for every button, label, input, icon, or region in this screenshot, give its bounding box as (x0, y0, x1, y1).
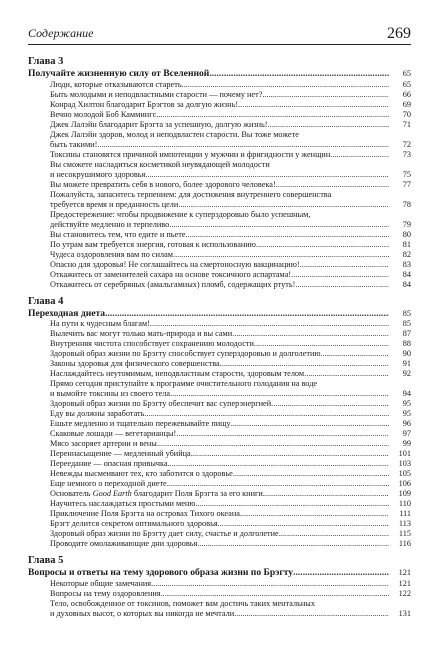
toc-entry-text: Переедание — опасная привычка (50, 459, 168, 468)
toc-entry-text: Вы можете превратить себя в нового, более здорового человека! (50, 179, 276, 189)
dot-leader (262, 90, 389, 100)
toc-page-number: 79 (402, 219, 411, 229)
dot-leader (173, 250, 389, 260)
toc-entry-text: Приключение Поля Брэгта на островах Тихого океана (50, 509, 240, 518)
toc-entry-text: Вечно молодой Боб Каммингс (50, 109, 157, 119)
dot-leader (300, 260, 389, 270)
toc-entry-text: Наслаждайтесь неутомимым, неподвластным старости, здоровым телом (50, 369, 305, 378)
toc-page-number: 92 (402, 369, 411, 378)
dot-leader (191, 449, 389, 459)
toc-page-number: 121 (398, 578, 411, 588)
toc-entry[interactable] (28, 369, 411, 379)
chapter-label: Глава 3 (28, 56, 64, 67)
dot-leader (263, 489, 389, 499)
dot-leader (234, 609, 389, 619)
dot-leader (233, 469, 389, 479)
toc-entry[interactable] (28, 319, 411, 329)
dot-leader (279, 529, 389, 539)
toc-entry[interactable] (28, 449, 411, 459)
toc-page-number: 78 (402, 199, 411, 209)
toc-entry-text: требуется время и преданность цели (50, 199, 179, 209)
toc-entry[interactable] (28, 329, 411, 339)
toc-page-number: 109 (398, 489, 411, 498)
dot-leader (218, 519, 389, 529)
toc-entry-text: и духовных высот, о которых вы никогда не мечтали (50, 608, 235, 618)
toc-page-number: 121 (398, 568, 411, 577)
running-header (28, 18, 411, 45)
dot-leader (197, 539, 389, 549)
toc-entry[interactable] (28, 509, 411, 519)
toc-entry-text: По утрам вам требуется энергия, готовая к использованию (50, 239, 256, 249)
toc-entry[interactable] (28, 160, 411, 180)
toc-entry-text: Быть молодыми и неподвластными старости — почему нет? (50, 89, 263, 99)
toc-section-heading[interactable] (28, 308, 411, 320)
toc-entry-text: Мясо засоряет артерии и вены (50, 439, 157, 448)
dot-leader (176, 429, 389, 439)
toc-entry[interactable] (28, 260, 411, 270)
toc-entry-text: Здоровый образ жизни по Брэгту обеспечит вас суперэнергией (50, 399, 272, 408)
toc-entry[interactable] (28, 120, 411, 130)
toc-entry[interactable] (28, 90, 411, 100)
toc-entry[interactable] (28, 579, 411, 589)
toc-entry-text: Откажитесь от серебряных (амальгамных) пломб, содержащих ртуть! (50, 279, 296, 289)
toc-entry-text: Еду вы должны заработать (50, 409, 145, 418)
chapter-block (28, 56, 411, 290)
toc-page-number: 116 (398, 539, 411, 548)
toc-entry[interactable] (28, 110, 411, 120)
dot-leader (276, 180, 389, 190)
toc-entry[interactable] (28, 459, 411, 469)
toc-entry[interactable] (28, 489, 411, 499)
toc-page-number: 70 (402, 109, 411, 119)
toc-entry-text: Законы здоровья для физического совершенства (50, 359, 220, 368)
toc-entry[interactable] (28, 130, 411, 150)
toc-entry[interactable] (28, 429, 411, 439)
toc-entry[interactable] (28, 519, 411, 529)
toc-entry[interactable] (28, 230, 411, 240)
toc-entry-text: Пожалуйста, запаситесь терпением: для достижения внутреннего совершенства (50, 189, 332, 199)
toc-entry-text: действуйте медленно и терпеливо (50, 219, 170, 229)
toc-page-number: 84 (402, 269, 411, 279)
toc-page-number: 105 (398, 469, 411, 478)
toc-page-number: 131 (398, 608, 411, 618)
toc-entry-text: и несокрушимого здоровья (50, 169, 146, 179)
toc-page-number: 65 (402, 69, 411, 78)
dot-leader (293, 567, 389, 579)
dot-leader (150, 319, 389, 329)
dot-leader (170, 389, 389, 399)
toc-entry-text: Тело, освобожденное от токсинов, поможет вам достичь таких ментальных (50, 598, 315, 608)
toc-page-number: 66 (402, 89, 411, 99)
toc-page-number: 77 (402, 179, 411, 189)
toc-entry-text: Некоторые общие замечания (50, 578, 152, 588)
toc-page-number: 84 (402, 279, 411, 289)
toc-page-number: 73 (402, 149, 411, 159)
toc-entry-text: Здоровый образ жизни по Брэгту способствует суперздоровью и долголетию (50, 349, 321, 358)
chapter-block (28, 555, 411, 619)
toc-entry[interactable] (28, 469, 411, 479)
toc-entry-text: Прямо сегодня приступайте к программе очистительного голодания на воде (50, 379, 318, 388)
dot-leader (105, 308, 389, 320)
chapter-block (28, 296, 411, 550)
dot-leader (167, 479, 389, 489)
toc-entry-text: Вы сможете насладиться косметикой неувядающей молодости (50, 159, 270, 169)
dot-leader (182, 80, 389, 90)
dot-leader (168, 459, 389, 469)
toc-entry[interactable] (28, 479, 411, 489)
toc-page-number: 111 (399, 509, 411, 518)
toc-entry[interactable] (28, 529, 411, 539)
toc-page-number: 85 (402, 319, 411, 328)
toc-entry[interactable] (28, 419, 411, 429)
toc-entry-text: Научитесь наслаждаться простыми меню (50, 499, 196, 508)
toc-entry-text: Переходная диета (28, 307, 106, 319)
toc-entry-text: Откажитесь от заменителей сахара на основе токсичного аспартама! (50, 269, 292, 279)
toc-entry[interactable] (28, 150, 411, 160)
dot-leader (185, 230, 389, 240)
toc-entry-text: Предостережение: чтобы продвижение к суперздоровью было успешным, (50, 209, 311, 219)
toc-entry-text: Брэгт делится секретом оптимального здоровья (50, 519, 218, 528)
toc-entry-text: Переннасыщение — медленный убийца (50, 449, 191, 458)
toc-entry[interactable] (28, 379, 411, 399)
dot-leader (254, 339, 389, 349)
dot-leader (238, 100, 389, 110)
dot-leader (295, 280, 389, 290)
toc-page-number: 87 (402, 329, 411, 338)
toc-page-number: 122 (398, 588, 411, 598)
toc-entry-text: Здоровый образ жизни по Брэгту дает силу, счастье и долголетие (50, 529, 279, 538)
toc-entry-text: Получайте жизненную силу от Вселенной (28, 68, 210, 79)
toc-entry[interactable] (28, 100, 411, 110)
toc-entry[interactable] (28, 180, 411, 190)
toc-entry-text: Еще немного о переходной диете (50, 479, 167, 488)
table-of-contents (28, 56, 411, 619)
toc-page-number: 97 (402, 429, 411, 438)
running-header-title: Содержание (28, 26, 94, 40)
toc-section-heading[interactable] (28, 68, 411, 80)
dot-leader (145, 170, 389, 180)
toc-entry-text: Конрад Хилтон благодарит Брэгтов за долгую жизнь! (50, 99, 239, 109)
toc-entry[interactable] (28, 499, 411, 509)
page-number: 269 (387, 25, 411, 42)
dot-leader (321, 349, 389, 359)
toc-entry[interactable] (28, 539, 411, 549)
dot-leader (144, 409, 389, 419)
toc-page-number: 75 (402, 169, 411, 179)
dot-leader (151, 579, 389, 589)
dot-leader (271, 399, 389, 409)
chapter-label: Глава 4 (28, 295, 64, 307)
toc-entry-text: Внутренняя чистота способствует сохранению молодости (50, 339, 254, 348)
dot-leader (330, 150, 389, 160)
dot-leader (156, 110, 389, 120)
toc-page-number: 94 (402, 389, 411, 398)
toc-entry[interactable] (28, 339, 411, 349)
chapter-label: Глава 5 (28, 555, 64, 566)
toc-page-number: 90 (402, 349, 411, 358)
dot-leader (231, 419, 389, 429)
toc-entry-text: Вопросы на тему оздоровления (50, 588, 161, 598)
dot-leader (178, 200, 389, 210)
toc-page-number: 69 (402, 99, 411, 109)
toc-entry[interactable] (28, 250, 411, 260)
toc-entry-text: и вымойте токсины из своего тела (50, 389, 171, 398)
dot-leader (304, 369, 389, 379)
toc-entry-text: Вы становитесь тем, что едите и пьете (50, 229, 186, 239)
toc-entry-text: быть такими! (50, 139, 98, 149)
toc-page-number: 96 (402, 419, 411, 428)
toc-entry[interactable] (28, 210, 411, 230)
toc-page-number: 83 (402, 259, 411, 269)
dot-leader (157, 439, 389, 449)
dot-leader (161, 589, 389, 599)
toc-entry[interactable] (28, 399, 411, 409)
dot-leader (256, 240, 389, 250)
toc-page-number: 115 (398, 529, 411, 538)
toc-entry-text: Джек Лалэйн здоров, молод и неподвластен старости. Вы тоже можете (50, 129, 299, 139)
dot-leader (268, 120, 389, 130)
toc-page-number: 81 (402, 239, 411, 249)
toc-section-heading[interactable] (28, 567, 411, 579)
toc-page-number: 106 (398, 479, 411, 488)
dot-leader (232, 329, 389, 339)
toc-page-number: 65 (402, 79, 411, 89)
dot-leader (240, 509, 389, 519)
toc-entry[interactable] (28, 409, 411, 419)
toc-entry-text: Опасно для здоровья! Не соглашайтесь на смертоносную вакцинацию! (50, 259, 300, 269)
toc-page-number: 95 (402, 399, 411, 408)
toc-page-number: 113 (398, 519, 411, 528)
toc-page-number: 91 (402, 359, 411, 368)
toc-page-number: 99 (402, 439, 411, 448)
toc-page-number: 72 (402, 139, 411, 149)
toc-entry[interactable] (28, 599, 411, 619)
toc-entry[interactable] (28, 589, 411, 599)
toc-page-number: 71 (402, 119, 411, 129)
toc-entry-text: Невежды высмеивают тех, кто заботится о здоровье (50, 469, 233, 478)
toc-entry[interactable] (28, 349, 411, 359)
toc-page-number: 82 (402, 249, 411, 259)
toc-entry-text: Скаковые лошади — вегетарианцы! (50, 429, 177, 438)
dot-leader (97, 140, 389, 150)
toc-page-number: 85 (402, 308, 411, 318)
toc-page-number: 110 (398, 499, 411, 508)
toc-page-number: 88 (402, 339, 411, 348)
toc-entry-text: Проводите омолаживающие дни здоровья (50, 539, 198, 548)
toc-entry-text: На пути к чудесным благам! (50, 319, 150, 328)
toc-entry-text: Токсины становятся причиной импотенции у мужчин и фригидности у женщин (50, 149, 331, 159)
toc-page-number: 95 (402, 409, 411, 418)
toc-entry[interactable] (28, 439, 411, 449)
toc-entry[interactable] (28, 240, 411, 250)
toc-entry[interactable] (28, 280, 411, 290)
toc-entry-text: Вылечить вас могут только мать-природа и вы сами (50, 329, 233, 338)
dot-leader (195, 499, 389, 509)
dot-leader (291, 270, 389, 280)
toc-entry-text: Чудеса оздоровления вам по силам (50, 249, 173, 259)
dot-leader (220, 359, 389, 369)
dot-leader (209, 68, 389, 80)
dot-leader (169, 220, 389, 230)
toc-entry[interactable] (28, 270, 411, 280)
toc-entry-text: Вопросы и ответы на тему здорового образа жизни по Брэгту (28, 567, 294, 578)
toc-entry-text: Ешьте медленно и тщательно пережевывайте пищу (50, 419, 231, 428)
toc-page-number: 80 (402, 229, 411, 239)
toc-page-number: 101 (398, 449, 411, 458)
toc-entry[interactable] (28, 190, 411, 210)
toc-entry[interactable] (28, 359, 411, 369)
toc-entry-text: Основатель Good Earth благодарит Поля Брэгта за его книги (50, 489, 263, 498)
toc-page-number: 103 (398, 459, 411, 468)
toc-entry-text: Люди, которые отказываются стареть (50, 79, 182, 89)
toc-entry[interactable] (28, 80, 411, 90)
toc-entry-text: Джек Лалэйн благодарит Брэгта за успешную, долгую жизнь! (50, 119, 268, 129)
